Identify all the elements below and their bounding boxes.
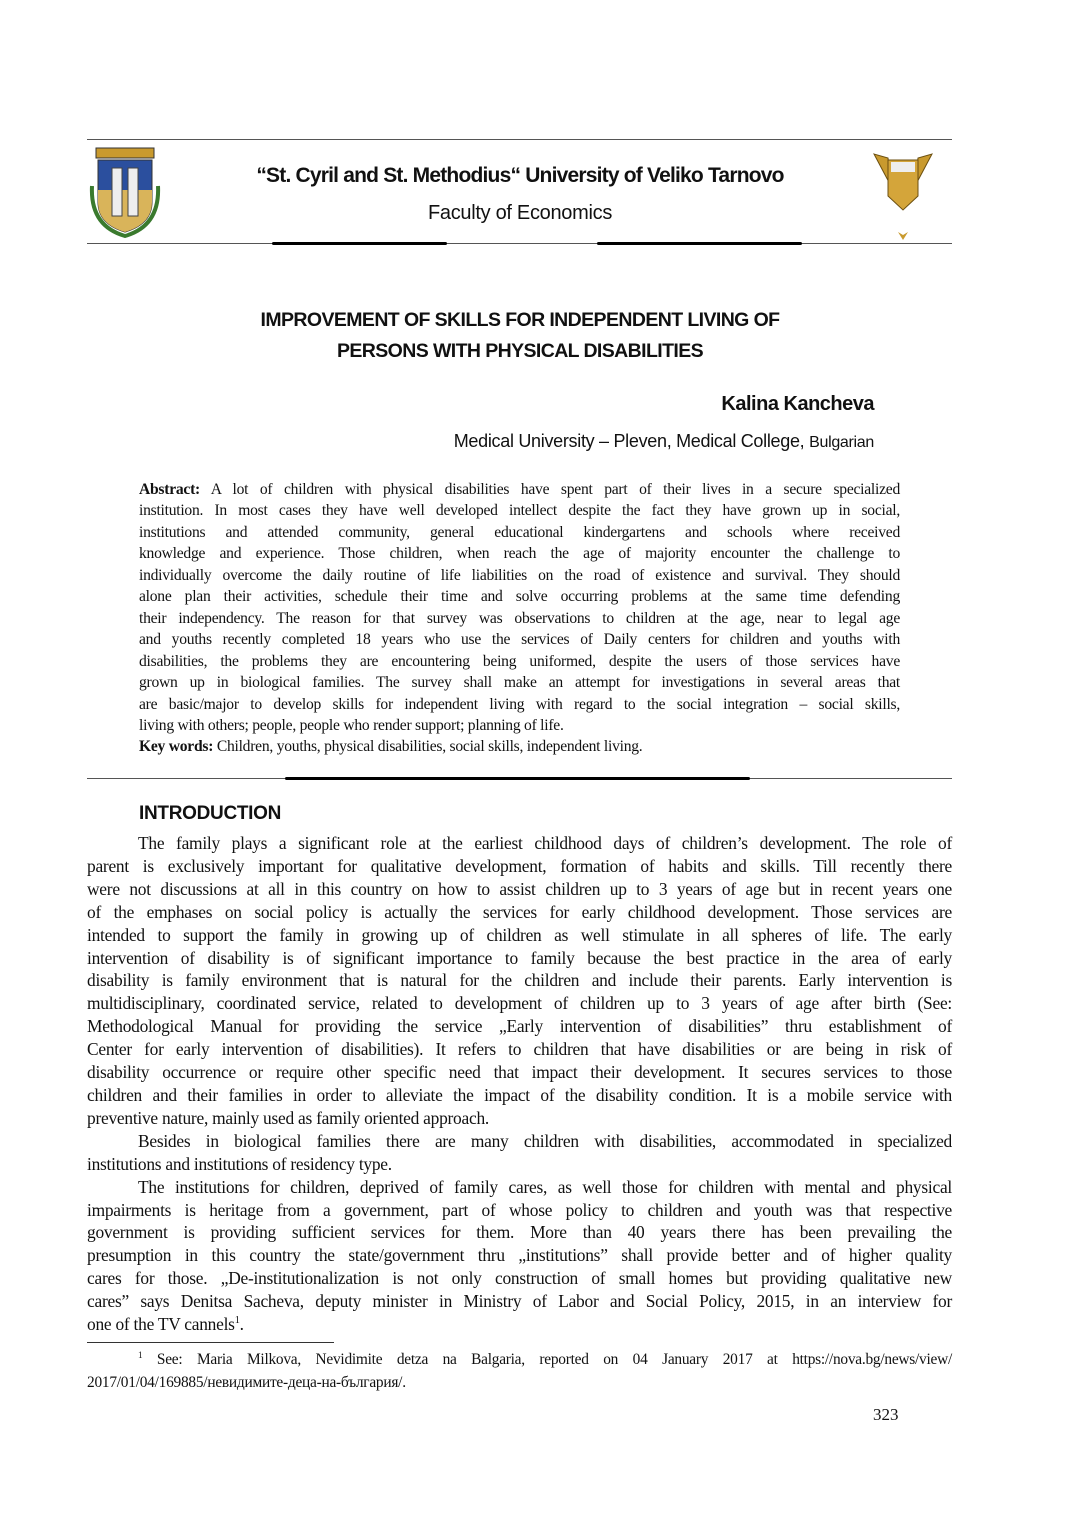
line-text: parent is exclusively important for qualitative development, formation of habits and skills. Till recently there — [87, 855, 952, 876]
paragraph-line — [87, 1130, 952, 1153]
faculty-emblem-logo — [870, 148, 936, 243]
paragraph-line — [87, 1267, 952, 1290]
line-text: Besides in biological families there are many children with disabilities, accommodated in specialized — [138, 1130, 952, 1151]
line-text: cares for those. „De-institutionalization is not only construction of small homes but providing qualitative new — [87, 1268, 952, 1289]
footnote-line: 2017/01/04/169885/невидимите-деца-на-българия/. — [87, 1373, 406, 1391]
paper-title-line-2: PERSONS WITH PHYSICAL DISABILITIES — [336, 340, 704, 362]
line-text: disability occurrence or require other specific need that impact their development. It secures services to those — [87, 1062, 952, 1083]
line-text: Methodological Manual for providing the service „Early intervention of disabilities” thru establishment of — [87, 1016, 952, 1037]
introduction-body — [87, 832, 952, 1336]
abstract-line: are basic/major to develop skills for independent living with regard to the social integration – social skills, — [139, 695, 900, 713]
paragraph-line — [87, 1107, 952, 1130]
paragraph-line — [87, 901, 952, 924]
line-text: institutions and institutions of residency type. — [87, 1153, 392, 1174]
paragraph-line — [87, 1084, 952, 1107]
paragraph-line — [87, 1199, 952, 1222]
abstract-line: institutions and attended community, general educational kindergartens and schools where received — [139, 523, 900, 541]
keywords: Children, youths, physical disabilities, social skills, independent living. — [213, 738, 643, 756]
abstract-line: individually overcome the daily routine of life liabilities on the road of existence and survival. They should — [139, 566, 900, 584]
line-text: multidisciplinary, coordinated service, related to development of children up to 3 years of age after birth (See: — [87, 993, 952, 1014]
paragraph-line — [87, 992, 952, 1015]
line-text: presumption in this country the state/government thru „institutions” shall provide better and of higher quality — [87, 1245, 952, 1266]
affiliation-text: Medical University – Pleven, Medical College, — [453, 431, 805, 451]
paragraph-line — [87, 1061, 952, 1084]
line-text: children and their families in order to alleviate the impact of the disability condition. It is a mobile service with — [87, 1084, 952, 1105]
paragraph-line — [87, 947, 952, 970]
paragraph-line — [87, 1244, 952, 1267]
paragraph-line — [87, 1153, 952, 1176]
abstract-line: institution. In most cases they have well developed intellect despite the fact they have grown up in social, — [139, 502, 900, 520]
abstract-line: A lot of children with physical disabilities have spent part of their lives in a secure specialized — [199, 481, 900, 498]
paragraph-line — [87, 1015, 952, 1038]
paragraph-line — [87, 832, 952, 855]
line-text: impairments is heritage from a government, part of whose policy to children and youth was that respective — [87, 1199, 952, 1220]
paper-title-line-1: IMPROVEMENT OF SKILLS FOR INDEPENDENT LIVING OF — [260, 309, 780, 331]
faculty-name: Faculty of Economics — [427, 202, 613, 224]
abstract-line: their independency. The reason for that survey was observations to children at the age, near to legal age — [139, 609, 900, 627]
line-text: cares” says Denitsa Sacheva, deputy minister in Ministry of Labor and Social Policy, 2015, in an interview for — [87, 1291, 952, 1312]
university-name: “St. Cyril and St. Methodius“ University of Veliko Tarnovo — [256, 164, 784, 187]
paragraph-line — [87, 1290, 952, 1313]
keywords-label: Key words: — [139, 738, 214, 756]
rule-accent — [272, 242, 447, 245]
line-text: disability is family environment that is natural for the children and include their parents. Early intervention is — [87, 970, 952, 991]
line-text: were not discussions at all in this country on how to assist children up to 3 years of age but in recent years one — [87, 878, 952, 899]
line-text: one of the TV cannels — [87, 1314, 235, 1335]
rule-accent — [285, 777, 750, 780]
footnote — [87, 1349, 952, 1394]
abstract-line: knowledge and experience. Those children, when reach the age of majority encounter the challenge to — [139, 545, 900, 563]
page-number: 323 — [873, 1405, 899, 1424]
line-text: intended to support the family in growing up of children as well stimulate in all spheres of life. The early — [87, 924, 952, 945]
section-heading-introduction: INTRODUCTION — [139, 803, 282, 824]
line-text: of the emphases on social policy is actually the services for early childhood development. Those services are — [87, 901, 952, 922]
line-text: intervention of disability is of significant importance to family because the best practice in the area of early — [87, 947, 952, 968]
abstract-line: grown up in biological families. The survey shall make an attempt for investigations in several areas that — [139, 674, 900, 692]
footnote-reference[interactable]: 1 — [234, 1315, 240, 1327]
abstract-line: and youths recently completed 18 years who use the services of Daily centers for children and youths with — [139, 631, 900, 649]
affiliation-country: Bulgarian — [809, 434, 874, 451]
paragraph-line — [87, 855, 952, 878]
line-text: preventive nature, mainly used as family oriented approach. — [87, 1107, 489, 1128]
header-bottom-rule — [87, 243, 952, 244]
line-text: The institutions for children, deprived of family cares, as well those for children with mental and physical — [138, 1176, 952, 1197]
line-text: The family plays a significant role at the earliest childhood days of children’s development. The role of — [138, 833, 952, 853]
paragraph-line — [87, 878, 952, 901]
paragraph-line: one of the TV cannels$^1$. — [87, 1314, 244, 1335]
line-text: government is providing sufficient services for them. More than 40 years there has been prevailing the — [87, 1222, 952, 1243]
abstract-label: Abstract: — [139, 481, 200, 498]
footnote-marker: 1 — [138, 1349, 143, 1360]
abstract-line: alone plan their activities, schedule their time and solve occurring problems at the same time defending — [139, 588, 900, 606]
header-top-rule — [87, 139, 952, 140]
abstract — [139, 479, 900, 758]
paragraph-line — [87, 1221, 952, 1244]
author-name: Kalina Kancheva — [721, 393, 874, 415]
line-text: Center for early intervention of disabilities). It refers to children that have disabilities or are being in risk of — [87, 1039, 952, 1060]
footnote-rule — [87, 1342, 334, 1343]
paragraph-line — [87, 1176, 952, 1199]
rule-accent — [597, 242, 802, 245]
paragraph-line — [87, 1038, 952, 1061]
paragraph-line — [87, 969, 952, 992]
paragraph-line — [87, 924, 952, 947]
footnote-line: See: Maria Milkova, Nevidimite detza na Balgaria, reported on 04 January 2017 at https://nova.bg/news/view/ — [142, 1351, 952, 1368]
author-affiliation — [454, 431, 874, 452]
abstract-line: disabilities, the problems they are encountering being uniformed, despite the users of those services have — [139, 652, 900, 670]
abstract-line: living with others; people, people who render support; planning of life. — [139, 716, 564, 734]
